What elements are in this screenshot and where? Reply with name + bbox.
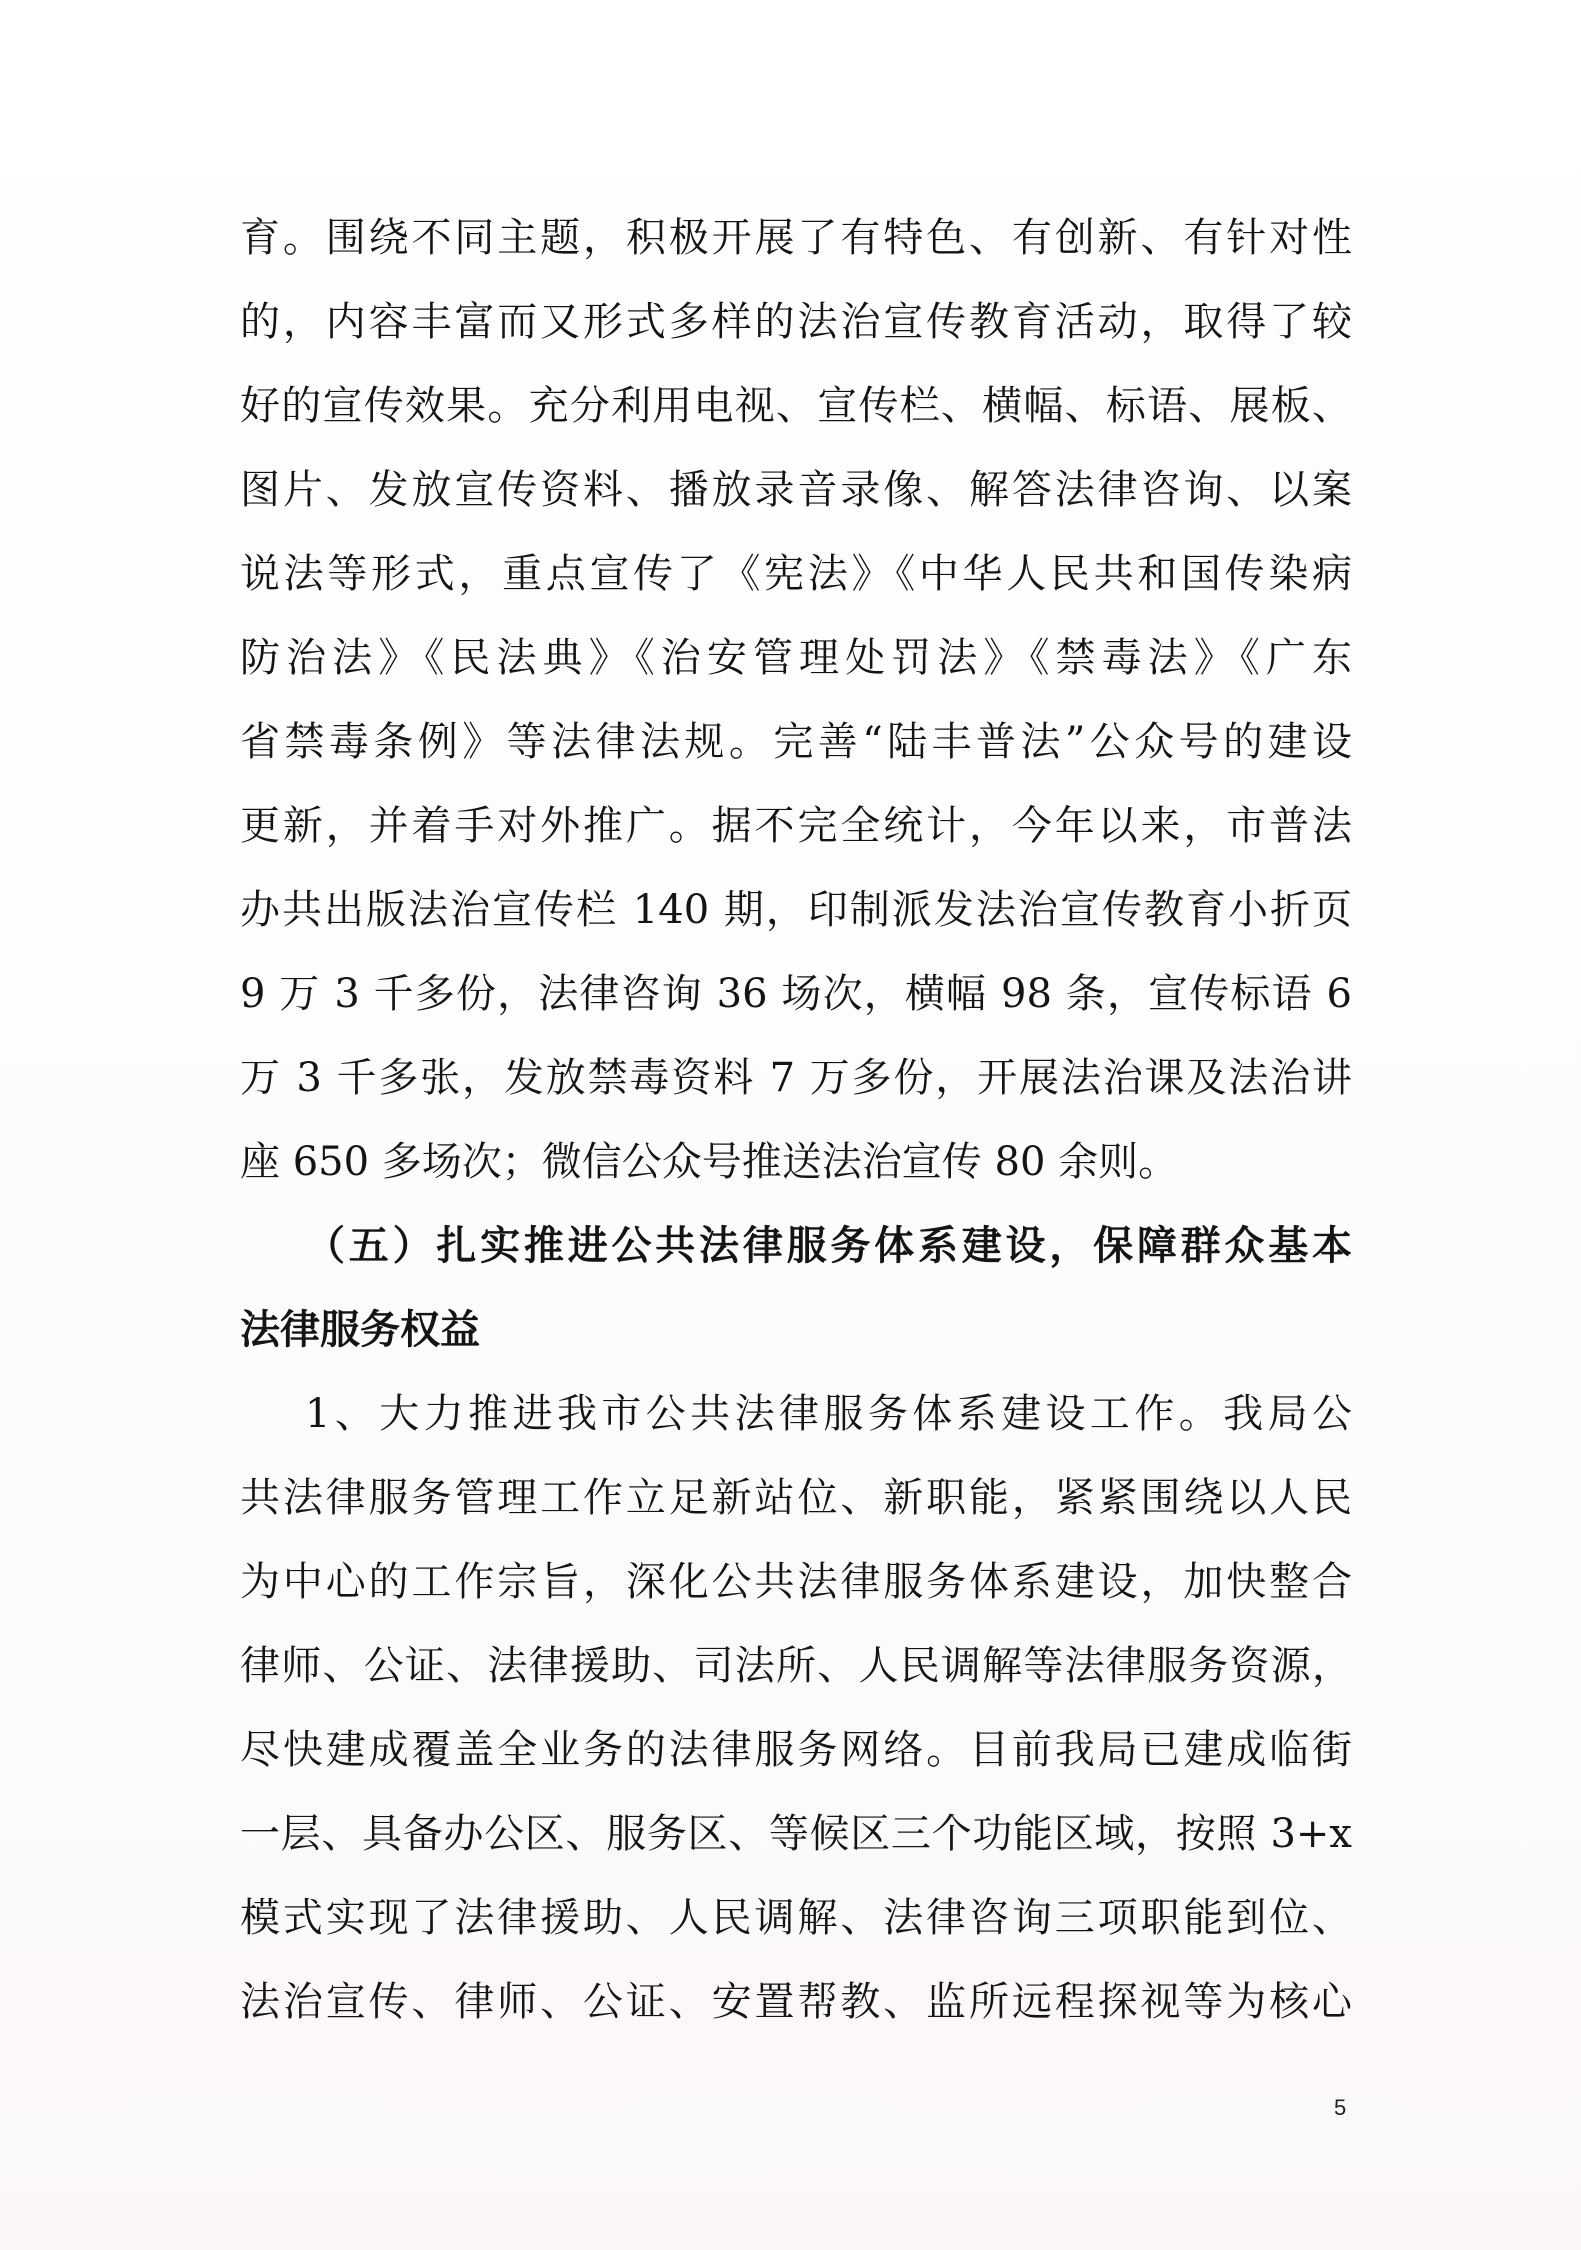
text-line: 座 650 多场次；微信公众号推送法治宣传 80 余则。 <box>240 1139 1179 1185</box>
text-line: 模式实现了法律援助、人民调解、法律咨询三项职能到位、 <box>240 1895 1352 1941</box>
text-line: 说法等形式，重点宣传了《宪法》《中华人民共和国传染病 <box>240 551 1352 597</box>
text-line: 的，内容丰富而又形式多样的法治宣传教育活动，取得了较 <box>240 299 1352 345</box>
text-line: 法治宣传、律师、公证、安置帮教、监所远程探视等为核心 <box>240 1979 1352 2025</box>
heading-line: 法律服务权益 <box>240 1307 480 1353</box>
text-line: 更新，并着手对外推广。据不完全统计，今年以来，市普法 <box>240 803 1352 849</box>
text-line: 好的宣传效果。充分利用电视、宣传栏、横幅、标语、展板、 <box>240 383 1352 429</box>
text-line: 图片、发放宣传资料、播放录音录像、解答法律咨询、以案 <box>240 467 1352 513</box>
page-number: 5 <box>1334 2095 1347 2120</box>
section-heading <box>240 1218 1352 1386</box>
text-line: 育。围绕不同主题，积极开展了有特色、有创新、有针对性 <box>240 215 1352 261</box>
text-line: 1、大力推进我市公共法律服务体系建设工作。我局公 <box>305 1391 1352 1437</box>
text-line: 尽快建成覆盖全业务的法律服务网络。目前我局已建成临街 <box>240 1727 1352 1773</box>
text-line: 办共出版法治宣传栏 140 期，印制派发法治宣传教育小折页 <box>240 887 1352 933</box>
heading-line: （五）扎实推进公共法律服务体系建设，保障群众基本 <box>305 1223 1352 1269</box>
text-line: 律师、公证、法律援助、司法所、人民调解等法律服务资源， <box>240 1643 1352 1689</box>
text-line: 省禁毒条例》等法律法规。完善“陆丰普法”公众号的建设 <box>240 719 1352 765</box>
text-line: 9 万 3 千多份，法律咨询 36 场次，横幅 98 条，宣传标语 6 <box>240 971 1352 1017</box>
text-line: 万 3 千多张，发放禁毒资料 7 万多份，开展法治课及法治讲 <box>240 1055 1352 1101</box>
text-line: 共法律服务管理工作立足新站位、新职能，紧紧围绕以人民 <box>240 1475 1352 1521</box>
text-line: 为中心的工作宗旨，深化公共法律服务体系建设，加快整合 <box>240 1559 1352 1605</box>
text-line: 一层、具备办公区、服务区、等候区三个功能区域，按照 3+x <box>240 1811 1352 1857</box>
text-line: 防治法》《民法典》《治安管理处罚法》《禁毒法》《广东 <box>240 635 1352 681</box>
paragraph-legal-publicity <box>240 210 1352 1218</box>
document-body <box>240 210 1352 2058</box>
paragraph-item-1 <box>240 1386 1352 2058</box>
